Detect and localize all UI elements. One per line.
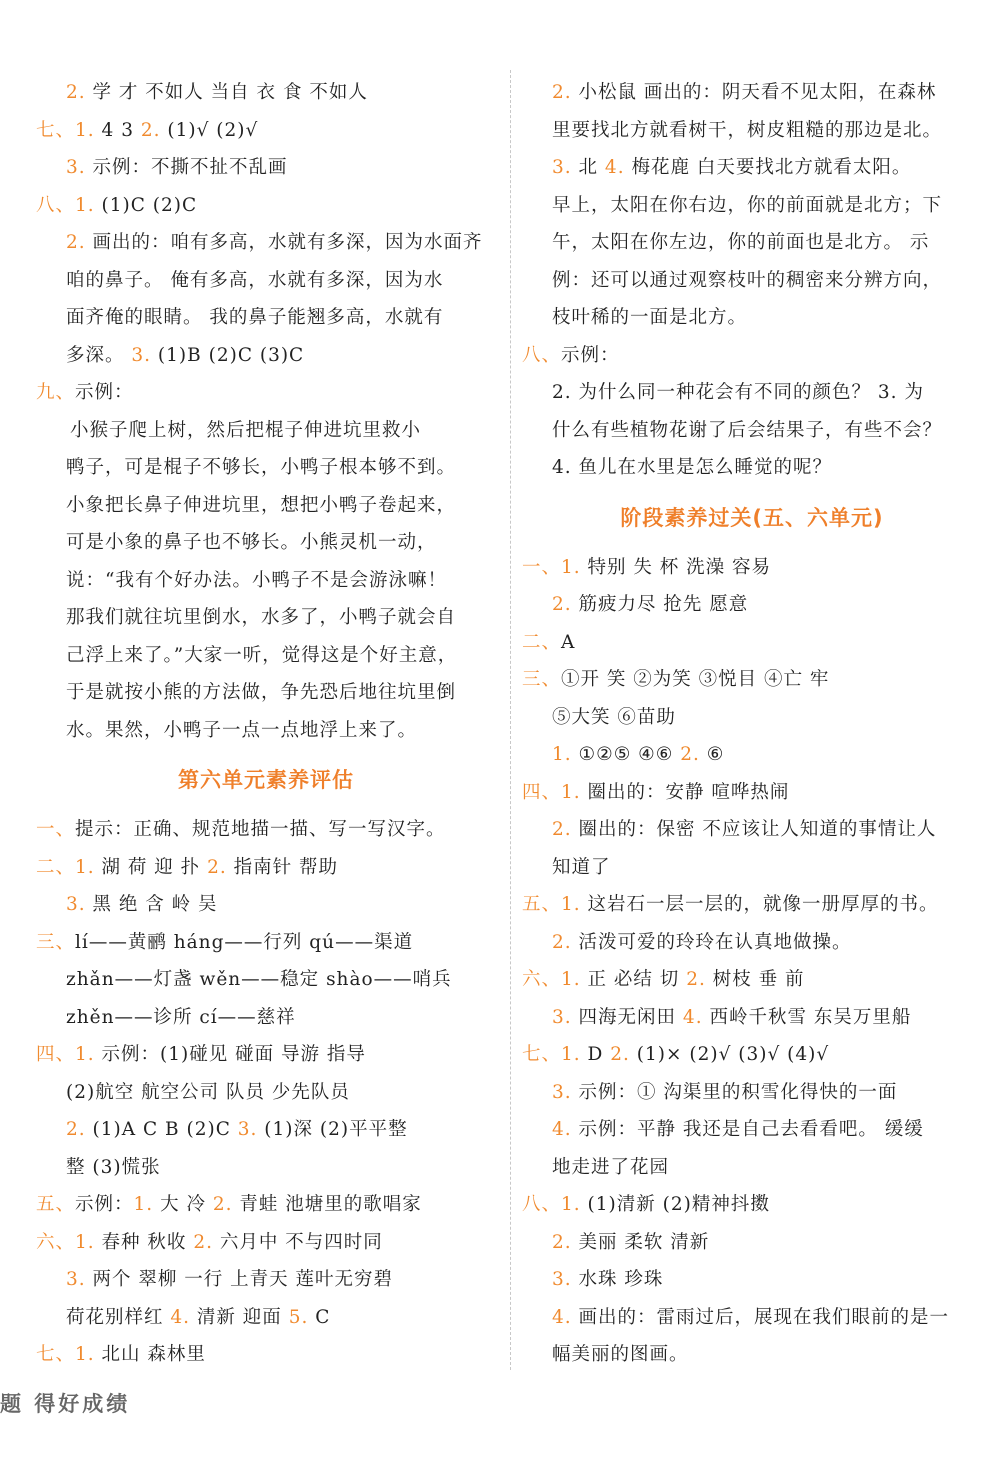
answer-line (36, 886, 496, 924)
answer-number: 二、 (522, 631, 562, 653)
answer-text: 指南针 帮助 (226, 856, 338, 878)
answer-text: (1)深 (2)平平整 (257, 1119, 408, 1140)
answer-line (522, 549, 982, 587)
answer-text: C (308, 1306, 331, 1328)
answer-number: 4. (604, 157, 625, 178)
answer-line (522, 586, 982, 624)
right-answers-block-1 (522, 74, 982, 487)
answer-text: 黑 绝 含 岭 吴 (85, 894, 218, 915)
answer-number: 3. (552, 1269, 572, 1290)
answer-text: 己浮上来了。”大家一听，觉得这是个好主意， (66, 644, 458, 666)
answer-text: zhǎn——灯盏 wěn——稳定 shào——哨兵 (66, 969, 452, 990)
answer-text: D (580, 1044, 611, 1065)
answer-text: 湖 荷 迎 扑 (94, 856, 208, 878)
answer-line (522, 1224, 982, 1262)
answer-number: 2. (552, 82, 572, 103)
answer-line (36, 1224, 496, 1262)
answer-number: 1. (552, 744, 572, 765)
answer-text: 午，太阳在你左边，你的前面也是北方。 示 (552, 232, 930, 253)
answer-line (36, 1036, 496, 1074)
answer-number: 3. (131, 344, 152, 366)
answer-line (522, 924, 982, 962)
answer-line (522, 187, 982, 225)
answer-line (36, 999, 496, 1037)
answer-text: 梅花鹿 白天要找北方就看太阳。 (624, 157, 912, 178)
answer-text: (1)A C B (2)C (85, 1119, 238, 1140)
answer-number: 2. (552, 1231, 572, 1253)
answer-number: 八、 (522, 344, 562, 366)
answer-text: 北山 森林里 (94, 1344, 206, 1365)
answer-number: 3. (66, 894, 86, 915)
answer-text: (1)C (2)C (94, 194, 198, 216)
answer-text: 里要找北方就看树干，树皮粗糙的那边是北。 (552, 119, 943, 141)
answer-line (36, 1186, 496, 1224)
answer-text: 示例：(1)碰见 碰面 导游 指导 (94, 1044, 366, 1065)
answer-line (522, 112, 982, 150)
answer-text: 于是就按小熊的方法做，争先恐后地往坑里倒 (66, 682, 457, 703)
answer-text: 多深。 (66, 344, 132, 366)
section-title-stage-review: 阶段素养过关(五、六单元) (620, 505, 884, 530)
answer-number: 2. (212, 1194, 233, 1215)
answer-number: 1. (133, 1194, 154, 1215)
answer-line (522, 449, 982, 487)
answer-number: 2. (610, 1044, 630, 1065)
answer-line (522, 1149, 982, 1187)
answer-text: 画出的：雷雨过后，展现在我们眼前的是一 (571, 1306, 950, 1328)
answer-text: 示例： (75, 1194, 134, 1215)
answer-text: 小松鼠 画出的：阴天看不见太阳，在森林 (571, 82, 937, 103)
answer-number: 3. (237, 1119, 258, 1140)
answer-text: 可是小象的鼻子也不够长。小熊灵机一动， (66, 532, 437, 553)
answer-line (522, 1261, 982, 1299)
answer-line (522, 1299, 982, 1337)
answer-line (36, 224, 496, 262)
answer-text: 4 3 (94, 119, 141, 141)
answer-number: 2. (193, 1231, 213, 1253)
answer-number: 七、1. (36, 1344, 95, 1365)
answer-text: 活泼可爱的玲玲在认真地做操。 (571, 931, 852, 953)
answer-text: 六月中 不与四时同 (212, 1231, 383, 1253)
answer-line (36, 112, 496, 150)
answer-number: 2. (686, 969, 706, 990)
answer-line (522, 661, 982, 699)
answer-line (36, 562, 496, 600)
left-column (36, 74, 496, 1374)
answer-text: 筋疲力尽 抢先 愿意 (571, 594, 749, 615)
answer-line (36, 1299, 496, 1337)
answer-text: ①开 笑 ②为笑 ③悦目 ④亡 牢 (561, 669, 830, 690)
answer-line (36, 1336, 496, 1374)
answer-text: 幅美丽的图画。 (552, 1344, 689, 1365)
answer-number: 2. (680, 744, 700, 765)
answer-line (522, 374, 982, 412)
answer-line (522, 1186, 982, 1224)
answer-number: 2. (66, 82, 86, 103)
answer-text: 圈出的：保密 不应该让人知道的事情让人 (571, 819, 937, 840)
answer-number: 4. (682, 1006, 703, 1028)
answer-line (522, 774, 982, 812)
answer-line (36, 487, 496, 525)
answer-line (36, 637, 496, 675)
answer-number: 三、 (36, 931, 76, 953)
answer-text: (1)B (2)C (3)C (151, 344, 305, 366)
answer-line (522, 337, 982, 375)
answer-line (522, 412, 982, 450)
answer-number: 3. (552, 1081, 572, 1103)
answer-line (36, 849, 496, 887)
answer-number: 三、 (522, 669, 562, 690)
answer-text: ⑥ (699, 744, 725, 765)
answer-line (522, 1336, 982, 1374)
left-answers-block-1 (36, 74, 496, 749)
answer-text: (2)航空 航空公司 队员 少先队员 (66, 1081, 350, 1103)
answer-line (36, 149, 496, 187)
answer-line (36, 1149, 496, 1187)
answer-text: 地走进了花园 (552, 1156, 670, 1178)
answer-line (522, 1111, 982, 1149)
answer-text: 什么有些植物花谢了后会结果子，有些不会？ (552, 419, 943, 441)
answer-number: 4. (170, 1306, 191, 1328)
answer-text: 两个 翠柳 一行 上青天 莲叶无穷碧 (85, 1269, 394, 1290)
answer-text: 面齐俺的眼睛。 我的鼻子能翘多高，水就有 (66, 307, 444, 328)
answer-line (36, 1111, 496, 1149)
answer-number: 2. (552, 931, 572, 953)
right-answers-block-2 (522, 549, 982, 1374)
answer-number: 4. (552, 1306, 572, 1328)
answer-line (36, 374, 496, 412)
answer-line (522, 699, 982, 737)
answer-text: 说：“我有个好办法。小鸭子不是会游泳嘛！ (66, 569, 447, 591)
column-divider (510, 70, 511, 1370)
answer-text: 清新 迎面 (190, 1306, 289, 1328)
answer-text: 树枝 垂 前 (705, 969, 805, 990)
answer-line (522, 224, 982, 262)
answer-line (522, 1074, 982, 1112)
answer-text: 美丽 柔软 清新 (571, 1231, 710, 1253)
answer-line (522, 811, 982, 849)
answer-text: 四海无闲田 (571, 1006, 683, 1028)
answer-line (36, 599, 496, 637)
answer-number: 八、1. (522, 1194, 581, 1215)
answer-text: ①②⑤ ④⑥ (571, 744, 681, 765)
left-answers-block-2 (36, 811, 496, 1374)
answer-line (36, 74, 496, 112)
answer-line (522, 886, 982, 924)
answer-number: 2. (140, 119, 161, 141)
answer-line (36, 449, 496, 487)
answer-line (36, 1261, 496, 1299)
answer-number: 3. (66, 1269, 86, 1290)
answer-text: 春种 秋收 (94, 1231, 194, 1253)
answer-number: 八、1. (36, 194, 95, 216)
answer-line (36, 299, 496, 337)
answer-number: 七、1. (36, 119, 95, 141)
answer-line (522, 849, 982, 887)
answer-line (36, 187, 496, 225)
answer-text: (1)√ (2)√ (160, 119, 259, 141)
answer-text: 这岩石一层一层的，就像一册厚厚的书。 (580, 894, 939, 915)
answer-line (522, 999, 982, 1037)
answer-text: 早上，太阳在你右边，你的前面就是北方；下 (552, 194, 943, 216)
answer-line (522, 736, 982, 774)
answer-number: 五、 (36, 1194, 76, 1215)
answer-number: 五、1. (522, 894, 581, 915)
answer-text: 学 才 不如人 当自 衣 食 不如人 (85, 82, 368, 103)
answer-line (36, 1074, 496, 1112)
answer-text: 大 冷 (153, 1194, 213, 1215)
answer-text: 例：还可以通过观察枝叶的稠密来分辨方向， (552, 269, 943, 291)
answer-line (36, 811, 496, 849)
answer-number: 七、1. (522, 1044, 581, 1065)
answer-text: 西岭千秋雪 东吴万里船 (702, 1006, 912, 1028)
answer-line (36, 524, 496, 562)
answer-line (522, 1036, 982, 1074)
answer-text: 咱的鼻子。 俺有多高，水就有多深，因为水 (66, 269, 444, 291)
answer-line (36, 961, 496, 999)
answer-line (36, 674, 496, 712)
answer-number: 四、1. (522, 781, 581, 803)
answer-text: 小猴子爬上树，然后把棍子伸进坑里救小 (70, 419, 422, 441)
answer-line (522, 961, 982, 999)
answer-text: 4. 鱼儿在水里是怎么睡觉的呢？ (552, 457, 833, 478)
answer-number: 一、1. (522, 556, 581, 578)
answer-text: 示例：不撕不扯不乱画 (85, 157, 288, 178)
answer-number: 九、 (36, 382, 76, 403)
answer-number: 一、 (36, 819, 76, 840)
answer-text: 提示：正确、规范地描一描、写一写汉字。 (75, 819, 446, 840)
answer-line (522, 299, 982, 337)
answer-number: 四、1. (36, 1044, 95, 1065)
answer-number: 六、1. (522, 969, 581, 990)
answer-text: 鸭子，可是棍子不够长，小鸭子根本够不到。 (66, 457, 457, 478)
answer-text: 2. 为什么同一种花会有不同的颜色？ 3. 为 (552, 382, 924, 403)
answer-number: 3. (66, 157, 86, 178)
answer-line (522, 262, 982, 300)
answer-line (36, 412, 496, 450)
answer-line (36, 262, 496, 300)
answer-text: 示例：① 沟渠里的积雪化得快的一面 (571, 1081, 898, 1103)
answer-line (36, 337, 496, 375)
answer-text: 特别 失 杯 洗澡 容易 (580, 556, 772, 578)
answer-line (522, 74, 982, 112)
answer-text: 整 (3)慌张 (66, 1156, 161, 1178)
answer-line (522, 624, 982, 662)
answer-text: 水。果然，小鸭子一点一点地浮上来了。 (66, 719, 418, 741)
answer-text: 画出的：咱有多高，水就有多深，因为水面齐 (85, 232, 483, 253)
answer-text: 枝叶稀的一面是北方。 (552, 307, 748, 328)
answer-text: 那我们就往坑里倒水，水多了，小鸭子就会自 (66, 607, 457, 628)
answer-text: 小象把长鼻子伸进坑里，想把小鸭子卷起来， (66, 494, 457, 516)
answer-text: 圈出的：安静 喧哗热闹 (580, 781, 790, 803)
answer-number: 3. (552, 157, 572, 178)
answer-number: 2. (552, 594, 572, 615)
answer-text: 示例： (75, 382, 134, 403)
answer-text: 青蛙 池塘里的歌唱家 (232, 1194, 422, 1215)
answer-number: 2. (207, 856, 227, 878)
answer-line (36, 712, 496, 750)
answer-text: ⑤大笑 ⑥苗助 (552, 706, 676, 728)
answer-number: 二、1. (36, 856, 95, 878)
page-footer: 题 得好成绩 (0, 1392, 131, 1416)
answer-number: 2. (66, 232, 86, 253)
answer-number: 六、1. (36, 1231, 95, 1253)
answer-number: 5. (288, 1306, 309, 1328)
answer-text: 知道了 (552, 856, 611, 878)
answer-number: 2. (552, 819, 572, 840)
answer-text: 水珠 珍珠 (571, 1269, 664, 1290)
answer-text: A (561, 631, 576, 653)
answer-text: (1)× (2)√ (3)√ (4)√ (629, 1044, 830, 1065)
answer-text: lí——黄鹂 háng——行列 qú——渠道 (75, 931, 414, 953)
answer-text: 示例： (561, 344, 620, 366)
answer-text: 北 (571, 157, 605, 178)
answer-text: zhěn——诊所 cí——慈祥 (66, 1006, 296, 1028)
answer-text: 正 必结 切 (580, 969, 687, 990)
answer-number: 4. (552, 1119, 572, 1140)
answer-text: 示例：平静 我还是自己去看看吧。 缓缓 (571, 1119, 924, 1140)
answer-text: (1)清新 (2)精神抖擞 (580, 1194, 770, 1215)
answer-text: 荷花别样红 (66, 1306, 171, 1328)
answer-line (522, 149, 982, 187)
answer-number: 2. (66, 1119, 86, 1140)
answer-number: 3. (552, 1006, 572, 1028)
section-title-unit-six: 第六单元素养评估 (178, 768, 354, 792)
answer-line (36, 924, 496, 962)
right-column (522, 74, 982, 1374)
